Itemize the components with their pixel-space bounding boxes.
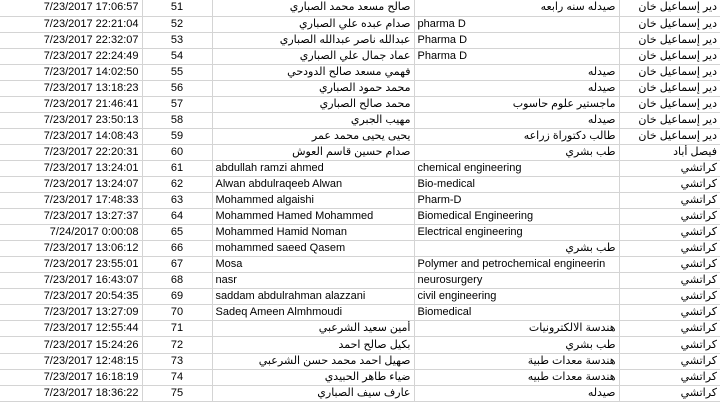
row-number-cell[interactable]: 74: [142, 369, 212, 385]
row-number-cell[interactable]: 57: [142, 96, 212, 112]
city-cell[interactable]: دير إسماعيل خان: [619, 80, 720, 96]
specialization-cell[interactable]: طب بشري: [414, 241, 619, 257]
city-cell[interactable]: كراتشي: [619, 209, 720, 225]
name-cell[interactable]: صدام عبده علي الصباري: [212, 16, 414, 32]
table-row: [0, 193, 720, 209]
name-cell[interactable]: nasr: [212, 273, 414, 289]
row-number-cell[interactable]: 66: [142, 241, 212, 257]
table-row: [0, 321, 720, 337]
specialization-cell[interactable]: طالب دكتوراة زراعه: [414, 128, 619, 144]
name-cell[interactable]: يحيى يحيى محمد عمر: [212, 128, 414, 144]
timestamp-cell[interactable]: 7/23/2017 22:20:31: [0, 144, 142, 160]
name-cell[interactable]: عارف سيف الصباري: [212, 385, 414, 401]
name-cell[interactable]: بكيل صالح احمد: [212, 337, 414, 353]
row-number-cell[interactable]: 69: [142, 289, 212, 305]
table-row: [0, 385, 720, 401]
city-cell[interactable]: كراتشي: [619, 305, 720, 321]
timestamp-cell[interactable]: 7/23/2017 13:27:09: [0, 305, 142, 321]
timestamp-cell[interactable]: 7/23/2017 12:48:15: [0, 353, 142, 369]
table-row: [0, 48, 720, 64]
city-cell[interactable]: كراتشي: [619, 273, 720, 289]
timestamp-cell[interactable]: 7/23/2017 22:32:07: [0, 32, 142, 48]
name-cell[interactable]: أمين سعيد الشرعبي: [212, 321, 414, 337]
city-cell[interactable]: كراتشي: [619, 160, 720, 176]
table-row: [0, 369, 720, 385]
name-cell[interactable]: Mohammed algaishi: [212, 193, 414, 209]
row-number-cell[interactable]: 59: [142, 128, 212, 144]
table-row: [0, 160, 720, 176]
specialization-cell[interactable]: طب بشري: [414, 144, 619, 160]
name-cell[interactable]: صهيل احمد محمد حسن الشرعبي: [212, 353, 414, 369]
timestamp-cell[interactable]: 7/23/2017 14:08:43: [0, 128, 142, 144]
row-number-cell[interactable]: 51: [142, 0, 212, 16]
row-number-cell[interactable]: 64: [142, 209, 212, 225]
table-row: [0, 80, 720, 96]
name-cell[interactable]: فهمي مسعد صالح الدودحي: [212, 64, 414, 80]
table-row: [0, 273, 720, 289]
table-row: [0, 241, 720, 257]
row-number-cell[interactable]: 67: [142, 257, 212, 273]
name-cell[interactable]: mohammed saeed Qasem: [212, 241, 414, 257]
specialization-cell[interactable]: هندسة معدات طبيه: [414, 369, 619, 385]
city-cell[interactable]: فيصل أباد: [619, 144, 720, 160]
name-cell[interactable]: Mosa: [212, 257, 414, 273]
city-cell[interactable]: دير إسماعيل خان: [619, 16, 720, 32]
row-number-cell[interactable]: 72: [142, 337, 212, 353]
name-cell[interactable]: محمد صالح الصباري: [212, 96, 414, 112]
specialization-cell[interactable]: chemical engineering: [414, 160, 619, 176]
specialization-cell[interactable]: هندسة معدات طبية: [414, 353, 619, 369]
name-cell[interactable]: Alwan abdulraqeeb Alwan: [212, 177, 414, 193]
table-row: [0, 112, 720, 128]
table-row: [0, 353, 720, 369]
city-cell[interactable]: كراتشي: [619, 257, 720, 273]
timestamp-cell[interactable]: 7/23/2017 23:55:01: [0, 257, 142, 273]
specialization-cell[interactable]: Polymer and petrochemical engineerin: [414, 257, 619, 273]
name-cell[interactable]: عبدالله ناصر عبدالله الصباري: [212, 32, 414, 48]
timestamp-cell[interactable]: 7/23/2017 13:24:01: [0, 160, 142, 176]
table-row: [0, 225, 720, 241]
row-number-cell[interactable]: 73: [142, 353, 212, 369]
name-cell[interactable]: Mohammed Hamid Noman: [212, 225, 414, 241]
timestamp-cell[interactable]: 7/23/2017 13:27:37: [0, 209, 142, 225]
timestamp-cell[interactable]: 7/23/2017 22:21:04: [0, 16, 142, 32]
row-number-cell[interactable]: 70: [142, 305, 212, 321]
table-row: [0, 257, 720, 273]
table-row: [0, 177, 720, 193]
city-cell[interactable]: دير إسماعيل خان: [619, 64, 720, 80]
table-row: [0, 16, 720, 32]
timestamp-cell[interactable]: 7/23/2017 13:18:23: [0, 80, 142, 96]
city-cell[interactable]: كراتشي: [619, 321, 720, 337]
row-number-cell[interactable]: 53: [142, 32, 212, 48]
specialization-cell[interactable]: Pharma D: [414, 48, 619, 64]
timestamp-cell[interactable]: 7/24/2017 0:00:08: [0, 225, 142, 241]
row-number-cell[interactable]: 68: [142, 273, 212, 289]
specialization-cell[interactable]: neurosurgery: [414, 273, 619, 289]
specialization-cell[interactable]: طب بشري: [414, 337, 619, 353]
row-number-cell[interactable]: 55: [142, 64, 212, 80]
row-number-cell[interactable]: 63: [142, 193, 212, 209]
timestamp-cell[interactable]: 7/23/2017 12:55:44: [0, 321, 142, 337]
name-cell[interactable]: saddam abdulrahman alazzani: [212, 289, 414, 305]
city-cell[interactable]: دير إسماعيل خان: [619, 48, 720, 64]
specialization-cell[interactable]: Pharm-D: [414, 193, 619, 209]
table-row: [0, 128, 720, 144]
name-cell[interactable]: صالح مسعد محمد الصباري: [212, 0, 414, 16]
timestamp-cell[interactable]: 7/23/2017 13:24:07: [0, 177, 142, 193]
row-number-cell[interactable]: 58: [142, 112, 212, 128]
city-cell[interactable]: كراتشي: [619, 369, 720, 385]
specialization-cell[interactable]: Biomedical: [414, 305, 619, 321]
name-cell[interactable]: Mohammed Hamed Mohammed: [212, 209, 414, 225]
timestamp-cell[interactable]: 7/23/2017 17:06:57: [0, 0, 142, 16]
table-row: [0, 289, 720, 305]
specialization-cell[interactable]: pharma D: [414, 16, 619, 32]
timestamp-cell[interactable]: 7/23/2017 21:46:41: [0, 96, 142, 112]
city-cell[interactable]: كراتشي: [619, 241, 720, 257]
city-cell[interactable]: كراتشي: [619, 193, 720, 209]
city-cell[interactable]: دير إسماعيل خان: [619, 0, 720, 16]
timestamp-cell[interactable]: 7/23/2017 15:24:26: [0, 337, 142, 353]
row-number-cell[interactable]: 71: [142, 321, 212, 337]
row-number-cell[interactable]: 52: [142, 16, 212, 32]
name-cell[interactable]: Sadeq Ameen Almhmoudi: [212, 305, 414, 321]
timestamp-cell[interactable]: 7/23/2017 20:54:35: [0, 289, 142, 305]
row-number-cell[interactable]: 61: [142, 160, 212, 176]
table-row: [0, 209, 720, 225]
table-row: [0, 32, 720, 48]
specialization-cell[interactable]: civil engineering: [414, 289, 619, 305]
table-row: [0, 305, 720, 321]
specialization-cell[interactable]: Bio-medical: [414, 177, 619, 193]
timestamp-cell[interactable]: 7/23/2017 17:48:33: [0, 193, 142, 209]
specialization-cell[interactable]: هندسة الالكترونيات: [414, 321, 619, 337]
city-cell[interactable]: كراتشي: [619, 225, 720, 241]
row-number-cell[interactable]: 56: [142, 80, 212, 96]
table-row: [0, 337, 720, 353]
specialization-cell[interactable]: صيدله: [414, 385, 619, 401]
timestamp-cell[interactable]: 7/23/2017 16:18:19: [0, 369, 142, 385]
specialization-cell[interactable]: صيدله: [414, 64, 619, 80]
city-cell[interactable]: دير إسماعيل خان: [619, 112, 720, 128]
name-cell[interactable]: abdullah ramzi ahmed: [212, 160, 414, 176]
timestamp-cell[interactable]: 7/23/2017 23:50:13: [0, 112, 142, 128]
timestamp-cell[interactable]: 7/23/2017 16:43:07: [0, 273, 142, 289]
city-cell[interactable]: كراتشي: [619, 177, 720, 193]
city-cell[interactable]: دير إسماعيل خان: [619, 128, 720, 144]
row-number-cell[interactable]: 54: [142, 48, 212, 64]
table-row: [0, 0, 720, 16]
city-cell[interactable]: كراتشي: [619, 337, 720, 353]
table-row: [0, 64, 720, 80]
city-cell[interactable]: كراتشي: [619, 353, 720, 369]
name-cell[interactable]: عماد جمال علي الصباري: [212, 48, 414, 64]
specialization-cell[interactable]: Pharma D: [414, 32, 619, 48]
table-row: [0, 144, 720, 160]
specialization-cell[interactable]: ماجستير علوم حاسوب: [414, 96, 619, 112]
specialization-cell[interactable]: Biomedical Engineering: [414, 209, 619, 225]
name-cell[interactable]: ضياء طاهر الحبيدي: [212, 369, 414, 385]
timestamp-cell[interactable]: 7/23/2017 13:06:12: [0, 241, 142, 257]
city-cell[interactable]: كراتشي: [619, 289, 720, 305]
city-cell[interactable]: دير إسماعيل خان: [619, 96, 720, 112]
row-number-cell[interactable]: 75: [142, 385, 212, 401]
timestamp-cell[interactable]: 7/23/2017 22:24:49: [0, 48, 142, 64]
city-cell[interactable]: كراتشي: [619, 385, 720, 401]
timestamp-cell[interactable]: 7/23/2017 18:36:22: [0, 385, 142, 401]
city-cell[interactable]: دير إسماعيل خان: [619, 32, 720, 48]
table-row: [0, 96, 720, 112]
row-number-cell[interactable]: 60: [142, 144, 212, 160]
specialization-cell[interactable]: صيدله سنه رابعه: [414, 0, 619, 16]
row-number-cell[interactable]: 65: [142, 225, 212, 241]
row-number-cell[interactable]: 62: [142, 177, 212, 193]
timestamp-cell[interactable]: 7/23/2017 14:02:50: [0, 64, 142, 80]
name-cell[interactable]: مهيب الجبري: [212, 112, 414, 128]
specialization-cell[interactable]: صيدله: [414, 80, 619, 96]
name-cell[interactable]: محمد حمود الصباري: [212, 80, 414, 96]
specialization-cell[interactable]: Electrical engineering: [414, 225, 619, 241]
name-cell[interactable]: صدام حسين قاسم العوش: [212, 144, 414, 160]
specialization-cell[interactable]: صيدله: [414, 112, 619, 128]
